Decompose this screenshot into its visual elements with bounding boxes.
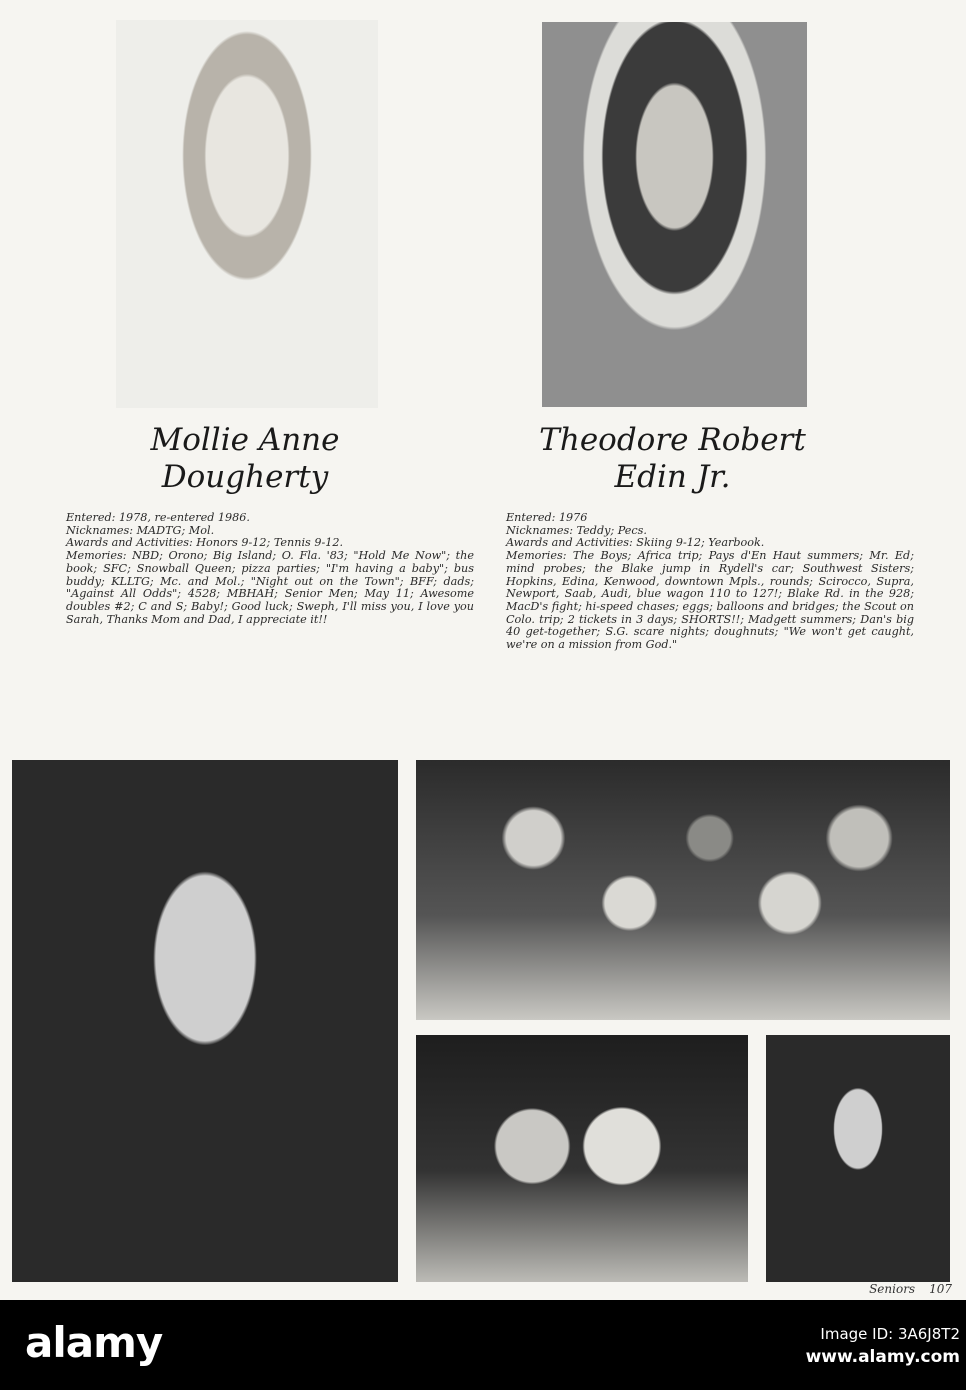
- student-name-theodore: [500, 422, 845, 496]
- name-line: Edin Jr.: [614, 459, 731, 495]
- bio-awards: Awards and Activities: Skiing 9-12; Yearbook.: [506, 536, 765, 550]
- bio-memories: Memories: The Boys; Africa trip; Pays d'En Haut summers; Mr. Ed; mind probes; the Blake jump in Rydell's car; Southwest Sisters; Hopkins, Edina, Kenwood, downtown Mpls., rounds; Scirocco, Supra, Newport, Saab, Audi, blue wagon 110 to 127!; Blake Rd. in the 928; MacD's fight; hi-speed chases; eggs; balloons and bridges; the Scout on Colo. trip; 2 tickets in 3 days; SHORTS!!; Madgett summers; Dan's big 40 get-together; S.G. scare nights; doughnuts; "We won't get caught, we're on a mission from God.": [506, 549, 914, 652]
- watermark-image-id: Image ID: 3A6J8T2: [820, 1325, 960, 1343]
- bio-memories: Memories: NBD; Orono; Big Island; O. Fla. '83; "Hold Me Now"; the book; SFC; Snowball Queen; pizza parties; "I'm having a baby"; bus buddy; KLLTG; Mc. and Mol.; "Night out on the Town"; BFF; dads; "Against All Odds"; 4528; MBHAH; Senior Men; May 11; Awesome doubles #2; C and S; Baby!; Good luck; Sweph, I'll miss you, I love you Sarah, Thanks Mom and Dad, I appreciate it!!: [66, 549, 474, 626]
- name-line: Theodore Robert: [539, 422, 806, 458]
- watermark-url: www.alamy.com: [805, 1347, 960, 1367]
- alamy-logo: alamy: [25, 1318, 163, 1367]
- page-footer: [855, 1282, 952, 1296]
- portrait-photo-theodore: [542, 22, 807, 407]
- candid-photo-boy: [766, 1035, 950, 1282]
- footer-section: Seniors: [869, 1282, 916, 1296]
- footer-page-number: 107: [929, 1282, 952, 1296]
- bio-entered: Entered: 1976: [506, 511, 588, 524]
- bio-mollie: [66, 512, 474, 626]
- bio-awards: Awards and Activities: Honors 9-12; Tennis 9-12.: [66, 536, 344, 550]
- candid-photo-student-studying: [12, 760, 398, 1282]
- name-line: Mollie Anne: [150, 422, 340, 458]
- candid-photo-pair: [416, 1035, 748, 1282]
- student-name-mollie: [90, 422, 400, 496]
- bio-theodore: [506, 512, 914, 652]
- bio-nicknames: Nicknames: Teddy; Pecs.: [506, 523, 647, 537]
- bio-entered: Entered: 1978, re-entered 1986.: [66, 511, 250, 524]
- name-line: Dougherty: [161, 459, 329, 495]
- portrait-photo-mollie: [116, 20, 378, 408]
- candid-photo-group-of-girls: [416, 760, 950, 1020]
- bio-nicknames: Nicknames: MADTG; Mol.: [66, 523, 215, 537]
